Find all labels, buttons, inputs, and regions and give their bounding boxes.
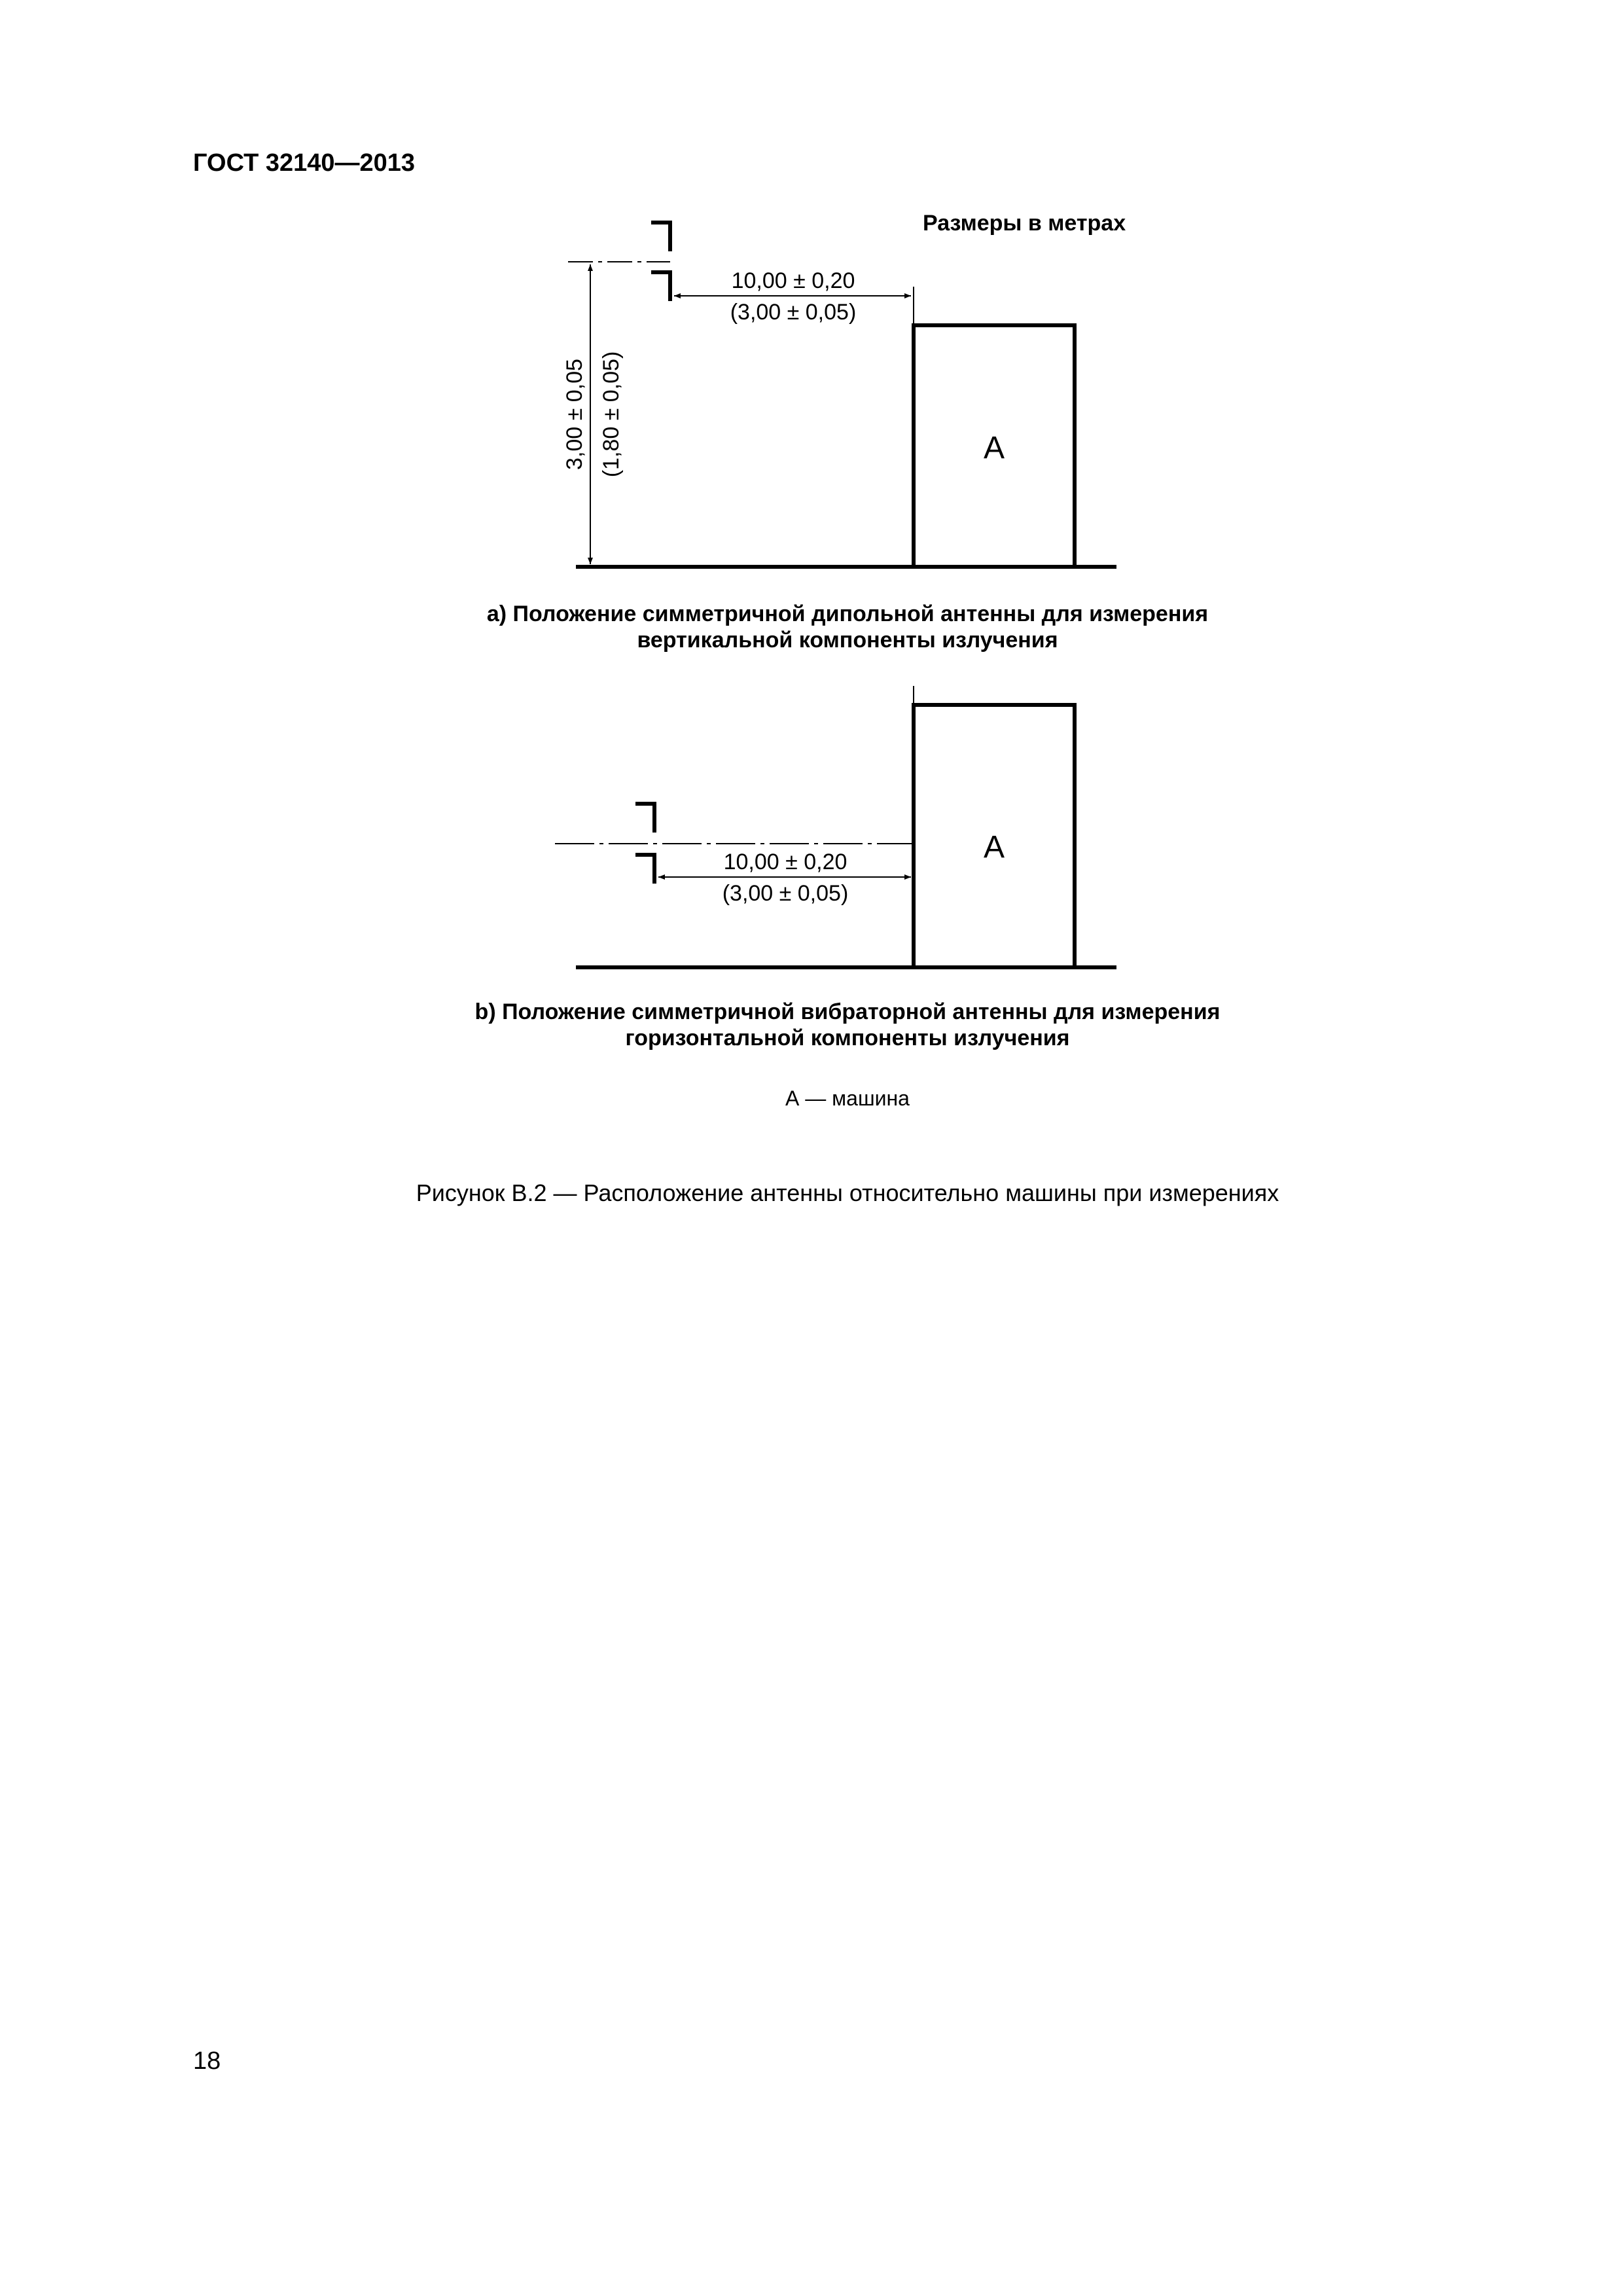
- panel-a-distance-label: 10,00 ± 0,20: [731, 268, 855, 293]
- panel-b-distance-label: 10,00 ± 0,20: [723, 850, 847, 874]
- panel-b-caption-line1: b) Положение симметричной вибраторной антенны для измерения: [474, 999, 1221, 1024]
- panel-a-machine-label: A: [983, 431, 1005, 465]
- panel-b-distance-alt-label: (3,00 ± 0,05): [722, 881, 849, 906]
- panel-a-caption-line2: вертикальной компоненты излучения: [637, 628, 1058, 653]
- document-header: ГОСТ 32140—2013: [193, 149, 416, 177]
- panel-b-drawing: [555, 686, 1116, 967]
- panel-a-distance-alt-label: (3,00 ± 0,05): [730, 300, 857, 325]
- figure-legend: А — машина: [785, 1086, 910, 1110]
- panel-a-height-label: 3,00 ± 0,05: [562, 359, 587, 470]
- units-note: Размеры в метрах: [923, 211, 1126, 236]
- panel-b-caption: [0, 999, 1623, 1051]
- page-number: 18: [193, 2047, 221, 2075]
- panel-b-machine-label: A: [983, 830, 1005, 865]
- panel-a-drawing: [562, 223, 1116, 567]
- panel-a-height-alt-label: (1,80 ± 0,05): [599, 351, 624, 478]
- panel-b-caption-line2: горизонтальной компоненты излучения: [625, 1026, 1070, 1051]
- panel-a-caption-line1: a) Положение симметричной дипольной антенны для измерения: [486, 601, 1209, 626]
- figure-title: Рисунок В.2 — Расположение антенны относительно машины при измерениях: [416, 1179, 1279, 1206]
- panel-a-caption: [0, 601, 1623, 653]
